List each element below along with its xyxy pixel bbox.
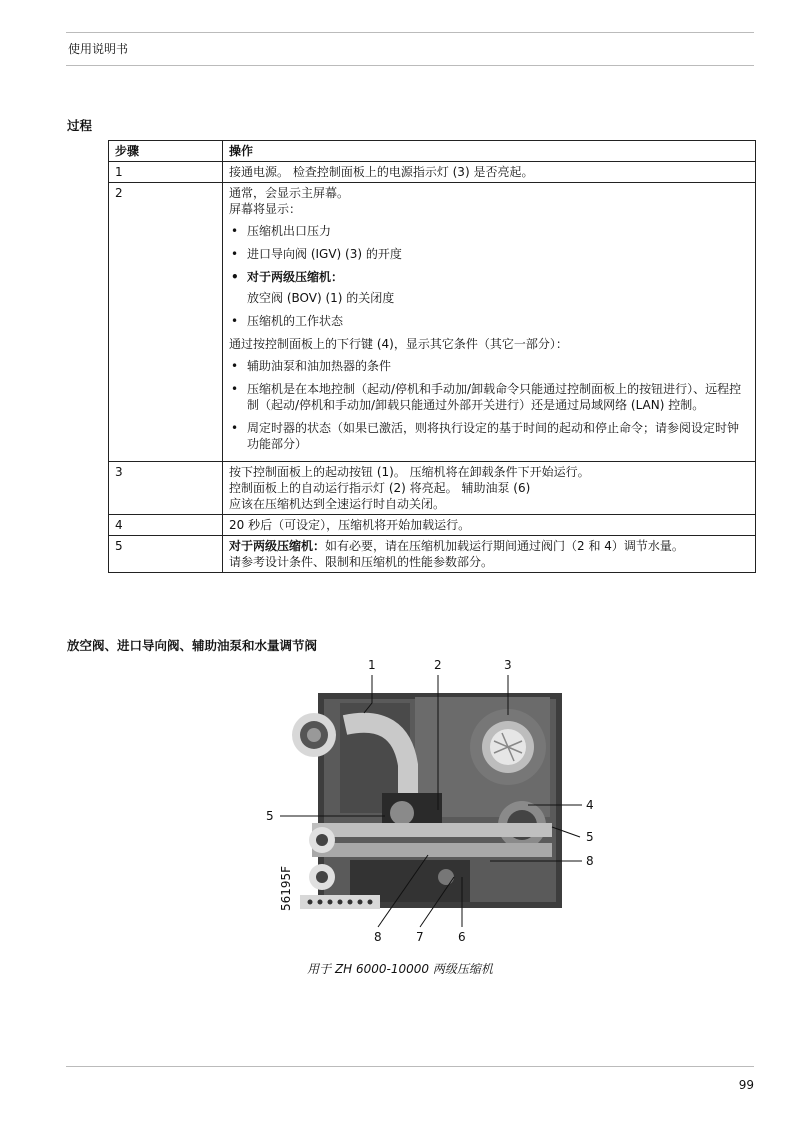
procedure-title: 过程 — [67, 118, 93, 133]
list-item: • 对于两级压缩机： — [229, 269, 749, 285]
action-text: 控制面板上的自动运行指示灯 (2) 将亮起。 辅助油泵 (6) — [229, 481, 531, 495]
list-item: • 压缩机是在本地控制（起动/停机和手动加/卸载命令只能通过控制面板上的按钮进行）、远程控制（起动/停机和手动加/卸载只能通过外部开关进行）还是通过局域网络 (LAN) 控制。 — [229, 381, 749, 413]
column-header-step: 步骤 — [109, 141, 223, 162]
step-action — [223, 462, 756, 515]
callout-8-right: 8 — [586, 854, 594, 868]
table-row — [109, 462, 756, 515]
action-text — [229, 538, 749, 554]
figure-caption: 用于 ZH 6000-10000 两级压缩机 — [307, 962, 493, 976]
figure-code: 56195F — [279, 865, 293, 911]
step-number: 1 — [109, 162, 223, 183]
action-text: 屏幕将显示： — [229, 202, 302, 216]
list-item: • 辅助油泵和油加热器的条件 — [229, 358, 749, 374]
footer-rule — [66, 1066, 754, 1067]
list-item: • 压缩机出口压力 — [229, 223, 749, 239]
step-number: 3 — [109, 462, 223, 515]
compressor-photo — [292, 693, 562, 909]
header-top-rule — [66, 32, 754, 33]
action-text: 20 秒后（可设定），压缩机将开始加载运行。 — [229, 518, 471, 532]
step-action — [223, 183, 756, 462]
action-text: 通过按控制面板上的下行键 (4)，显示其它条件（其它一部分）： — [229, 337, 568, 351]
status-list — [229, 313, 749, 329]
step-number: 5 — [109, 536, 223, 573]
table-row — [109, 183, 756, 462]
running-title: 使用说明书 — [68, 42, 129, 56]
conditions-list — [229, 358, 749, 452]
table-row — [109, 162, 756, 183]
list-subitem: 放空阀 (BOV) (1) 的关闭度 — [247, 291, 395, 305]
list-item: • 压缩机的工作状态 — [229, 313, 749, 329]
compressor-illustration — [250, 655, 610, 945]
column-header-action: 操作 — [223, 141, 756, 162]
compressor-figure — [250, 655, 610, 945]
action-text-rest: 如有必要，请在压缩机加载运行期间通过阀门（2 和 4）调节水量。 — [325, 539, 684, 553]
action-text: 通常，会显示主屏幕。 — [229, 186, 350, 200]
callout-3: 3 — [504, 658, 512, 672]
callout-5-left: 5 — [266, 809, 274, 823]
callout-8-bottom: 8 — [374, 930, 382, 944]
step-action — [223, 162, 756, 183]
step-action — [223, 536, 756, 573]
valves-section-title: 放空阀、进口导向阀、辅助油泵和水量调节阀 — [67, 638, 318, 653]
callout-6: 6 — [458, 930, 466, 944]
page-number: 99 — [738, 1078, 754, 1092]
table-row — [109, 536, 756, 573]
list-item: • 进口导向阀 (IGV) (3) 的开度 — [229, 246, 749, 262]
status-list — [229, 223, 749, 285]
step-number: 2 — [109, 183, 223, 462]
procedure-table — [108, 140, 756, 573]
callout-1: 1 — [368, 658, 376, 672]
action-text: 应该在压缩机达到全速运行时自动关闭。 — [229, 497, 446, 511]
header-bottom-rule — [66, 65, 754, 66]
action-text: 请参考设计条件、限制和压缩机的性能参数部分。 — [229, 555, 494, 569]
bold-prefix: 对于两级压缩机： — [229, 539, 326, 553]
callout-5-right: 5 — [586, 830, 594, 844]
action-text: 按下控制面板上的起动按钮 (1)。 压缩机将在卸载条件下开始运行。 — [229, 465, 590, 479]
callout-2: 2 — [434, 658, 442, 672]
callout-7: 7 — [416, 930, 424, 944]
action-text: 接通电源。 检查控制面板上的电源指示灯 (3) 是否亮起。 — [229, 165, 534, 179]
callout-4: 4 — [586, 798, 594, 812]
table-header-row — [109, 141, 756, 162]
table-row — [109, 515, 756, 536]
step-number: 4 — [109, 515, 223, 536]
list-item: • 周定时器的状态（如果已激活，则将执行设定的基于时间的起动和停止命令；请参阅设定时钟功能部分） — [229, 420, 749, 452]
step-action — [223, 515, 756, 536]
